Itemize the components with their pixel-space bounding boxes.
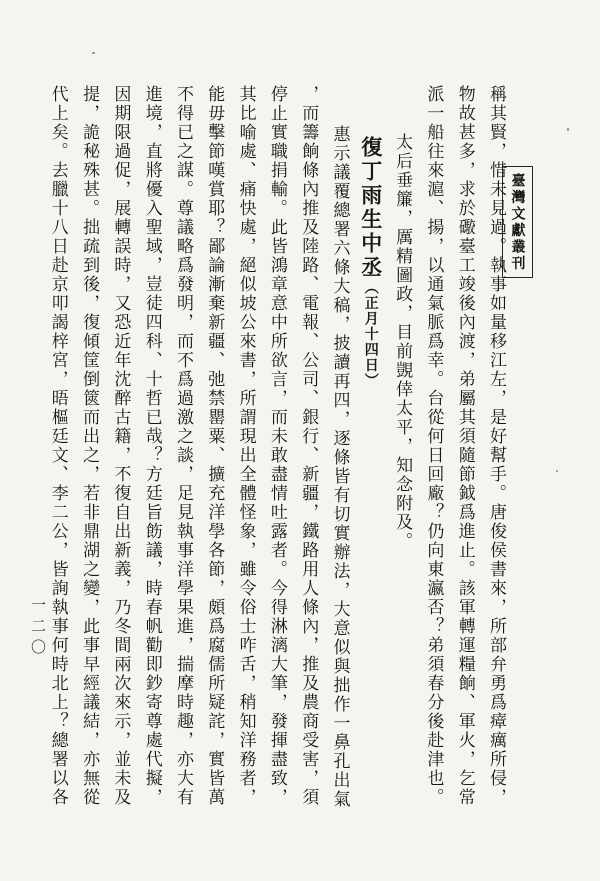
- scan-speck: [556, 470, 558, 472]
- text-column: 提，詭秘殊甚。拙疏到後，復傾筐倒篋而出之，若非鼎湖之變，此事早經議結，亦無從: [79, 85, 100, 807]
- scan-speck: [92, 52, 95, 54]
- text-column: 進境，直將優入聖域，豈徒四科、十哲已哉？方廷旨飭議，時春帆勸即鈔寄尊處代擬，: [141, 85, 162, 807]
- text-column: 派一船往來滬、揚，以通氣脈爲幸。台從何日回廠？仍向東瀛否？弟須春分後赴津也。: [423, 85, 444, 807]
- text-column: 物故甚多，求於礮臺工竣後內渡，弟屬其須隨節鉞爲進止。該軍轉運糧餉、軍火，乞常: [454, 85, 475, 807]
- letter-title-text: 復丁雨生中丞: [358, 136, 384, 280]
- text-column: 太后垂簾，厲精圖政，目前覬倖太平，知念附及。: [392, 133, 413, 551]
- text-column: ，而籌餉條內推及陸路、電報、公司、銀行、新疆，鐵路用人條內，推及農商受害，須: [298, 85, 319, 807]
- series-title-label: 臺灣文獻叢刊: [509, 172, 526, 272]
- letter-title-column: [355, 85, 387, 865]
- text-column: 不得已之謀。尊議略爲發明，而不爲過激之談，足見執事洋學果進，揣摩時趣，亦大有: [173, 85, 193, 807]
- text-column: 稱其賢，惜未見過。執事如量移江左，是好幫手。唐俊侯書來，所部弁勇爲瘴癘所侵，: [486, 85, 506, 807]
- scan-speck: [567, 128, 569, 131]
- text-column: 惠示議覆總署六條大稿，披讀再四，逐條皆有切實辦法，大意似與拙作一鼻孔出氣: [329, 125, 350, 809]
- text-column: 因期限過促，展轉誤時，又恐近年沈醉古籍，不復自出新義，乃冬間兩次來示，並未及: [110, 85, 131, 807]
- page-number: 一二〇: [29, 597, 47, 660]
- text-column: 停止實職捐輸。此皆鴻章意中所欲言，而未敢盡情吐露者。今得淋漓大筆，發揮盡致，: [266, 85, 287, 807]
- letter-title-date: （正月十四日）: [362, 280, 379, 389]
- text-column: 其比喻處、痛快處，絕似坡公來書，所謂現出全體怪象，雖令俗士咋舌，稍知洋務者，: [235, 85, 256, 807]
- text-column: 代上矣。去臘十八日赴京叩謁梓宮，晤樞廷文、李二公，皆詢執事何時北上？總署以各: [47, 85, 68, 807]
- text-column: 能毋擊節嘆賞耶？鄙論漸棄新疆、弛禁罌粟、擴充洋學各節，頗爲腐儒所疑詫，實皆萬: [204, 85, 225, 807]
